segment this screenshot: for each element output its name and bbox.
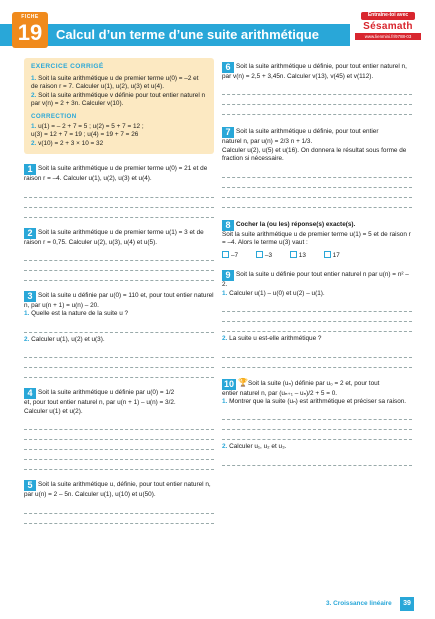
exercise-text: Soit la suite arithmétique u, définie, pour tout entier naturel n, par u(n) = 2 – 5n. Calculer u(1), u(10) et u(50). xyxy=(24,481,211,499)
answer-lines[interactable] xyxy=(222,85,412,115)
exercise-text: Soit la suite arithmétique u de premier terme u(0) = 21 et de raison r = –4. Calculer u(1), u(2), u(3) et u(4). xyxy=(24,165,208,183)
fiche-label: FICHE xyxy=(21,14,39,20)
exercise-3-question-1: 1. Quelle est la nature de la suite u ? xyxy=(24,310,129,318)
sesamath-badge[interactable] xyxy=(355,12,421,46)
exercise-text: et, pour tout entier naturel n, par u(n + 1) – u(n) = 3/2. xyxy=(24,399,176,407)
trophy-icon: 🏆 xyxy=(238,377,248,387)
exercise-number: 1 xyxy=(24,164,36,175)
right-column xyxy=(222,62,412,466)
choice-c[interactable]: 13 xyxy=(290,251,306,260)
correction-title: CORRECTION xyxy=(31,112,77,120)
chapter-label: 3. Croissance linéaire xyxy=(326,600,392,607)
exercise-5 xyxy=(24,480,214,523)
exercice-corrige xyxy=(24,58,214,154)
correction-answer-2: 2. v(10) = 2 + 3 × 10 = 32 xyxy=(31,139,104,147)
answer-lines[interactable] xyxy=(222,348,412,368)
exercise-text: Soit la suite u définie par u(0) = 110 et, pour tout entier naturel n, par u(n + 1) = u(n) – 20. xyxy=(24,291,214,309)
page-title: Calcul d’un terme d’une suite arithmétique xyxy=(56,27,319,42)
page-footer xyxy=(0,597,435,611)
exercise-4 xyxy=(24,388,214,470)
sesamath-logo: Sésamath xyxy=(363,20,413,32)
correction-answer-1: 1. u(1) = – 2 + 7 = 5 ; u(2) = 5 + 7 = 12 ; xyxy=(31,122,144,130)
answer-choices xyxy=(222,251,412,260)
exercise-text: entier naturel n, par (uₙ₊₁ – uₙ)/2 + 5 = 0. xyxy=(222,389,338,397)
exercise-10-question-1: 1. Montrer que la suite (uₙ) est arithmétique et préciser sa raison. xyxy=(222,397,407,405)
answer-lines[interactable] xyxy=(24,348,214,378)
exercise-text: Soit la suite arithmétique u définie par u(0) = 1/2 xyxy=(38,389,175,397)
exercise-9-question-1: 1. Calculer u(1) – u(0) et u(2) – u(1). xyxy=(222,289,325,297)
badge-top-text: Entraîne-toi avec xyxy=(361,12,415,20)
exercise-text: Soit la suite u définie pour tout entier naturel n par u(n) = n² – 2. xyxy=(222,271,409,289)
page-header xyxy=(0,12,435,44)
exercise-number: 2 xyxy=(24,228,36,239)
choice-d[interactable]: 17 xyxy=(324,251,340,260)
choice-b[interactable]: –3 xyxy=(256,251,272,260)
fiche-number: 19 xyxy=(17,19,43,45)
exercise-9 xyxy=(222,270,412,367)
answer-lines[interactable] xyxy=(222,168,412,208)
exercise-6 xyxy=(222,62,412,115)
exercise-text: naturel n, par u(n) = 2/3 n + 1/3. xyxy=(222,138,313,146)
badge-url[interactable]: www.lienmini.fr/9788-03 xyxy=(355,33,421,41)
exercise-number: 6 xyxy=(222,62,234,73)
answer-lines[interactable] xyxy=(222,302,412,332)
exercise-3 xyxy=(24,291,214,378)
answer-lines[interactable] xyxy=(222,456,412,466)
exercise-instruction: Cocher la (ou les) réponse(s) exacte(s). xyxy=(236,220,356,228)
left-column xyxy=(24,58,214,524)
exercise-3-question-2: 2. Calculer u(1), u(2) et u(3). xyxy=(24,335,105,343)
exercise-number: 8 xyxy=(222,220,234,231)
exercise-1 xyxy=(24,164,214,217)
answer-lines[interactable] xyxy=(24,251,214,281)
exercise-8 xyxy=(222,220,412,260)
corrige-question-1: 1. Soit la suite arithmétique u de premier terme u(0) = –2 et de raison r = 7. Calculer u(1), u(2), u(3) et u(4). xyxy=(31,74,199,91)
answer-lines[interactable] xyxy=(24,420,214,470)
exercise-text: Soit la suite (uₙ) définie par u₀ = 2 et, pour tout xyxy=(247,379,380,387)
checkbox[interactable] xyxy=(222,251,229,258)
exercise-text: Soit la suite arithmétique u de premier terme u(1) = 5 et de raison r = –4. Alors le terme u(3) vaut : xyxy=(222,230,411,247)
choice-a[interactable]: –7 xyxy=(222,251,238,260)
exercise-number: 7 xyxy=(222,127,234,138)
answer-lines[interactable] xyxy=(24,504,214,524)
exercise-2 xyxy=(24,228,214,281)
exercise-10 xyxy=(222,378,412,466)
fiche-badge xyxy=(12,12,48,48)
exercise-text: Soit la suite arithmétique u définie, pour tout entier naturel n, par v(n) = 2,5 + 3,45n. Calculer v(13), v(45) et v(112). xyxy=(222,63,407,80)
exercise-number: 5 xyxy=(24,480,36,491)
answer-lines[interactable] xyxy=(222,410,412,440)
exercise-7 xyxy=(222,127,412,207)
exercise-text: Calculer u(1) et u(2). xyxy=(24,407,83,415)
answer-lines[interactable] xyxy=(24,188,214,218)
exercise-text: Calculer u(2), u(5) et u(16). On donnera le résultat sous forme de fraction si nécessaire. xyxy=(222,146,407,163)
checkbox[interactable] xyxy=(324,251,331,258)
correction-answer-1b: u(3) = 12 + 7 = 19 ; u(4) = 19 + 7 = 26 xyxy=(31,131,139,139)
exercise-9-question-2: 2. La suite u est-elle arithmétique ? xyxy=(222,335,322,343)
checkbox[interactable] xyxy=(290,251,297,258)
exercise-number: 10 xyxy=(223,378,234,389)
exercise-number: 9 xyxy=(222,270,234,281)
checkbox[interactable] xyxy=(256,251,263,258)
corrige-question-2: 2. Soit la suite arithmétique v définie pour tout entier naturel n par v(n) = 2 + 3n. Calculer v(10). xyxy=(31,91,206,108)
answer-lines[interactable] xyxy=(24,323,214,333)
exercise-10-question-2: 2. Calculer u₁, u₂ et u₃. xyxy=(222,443,287,451)
exercise-text: Soit la suite arithmétique u définie, pour tout entier xyxy=(236,128,379,136)
page-number: 39 xyxy=(400,597,414,611)
exercise-number: 3 xyxy=(24,291,36,302)
exercise-number: 4 xyxy=(24,388,36,399)
exercise-text: Soit la suite arithmétique u de premier terme u(1) = 3 et de raison r = 0,75. Calculer u(2), u(3), u(4) et u(5). xyxy=(24,228,204,246)
corrige-title: EXERCICE CORRIGÉ xyxy=(31,63,104,70)
